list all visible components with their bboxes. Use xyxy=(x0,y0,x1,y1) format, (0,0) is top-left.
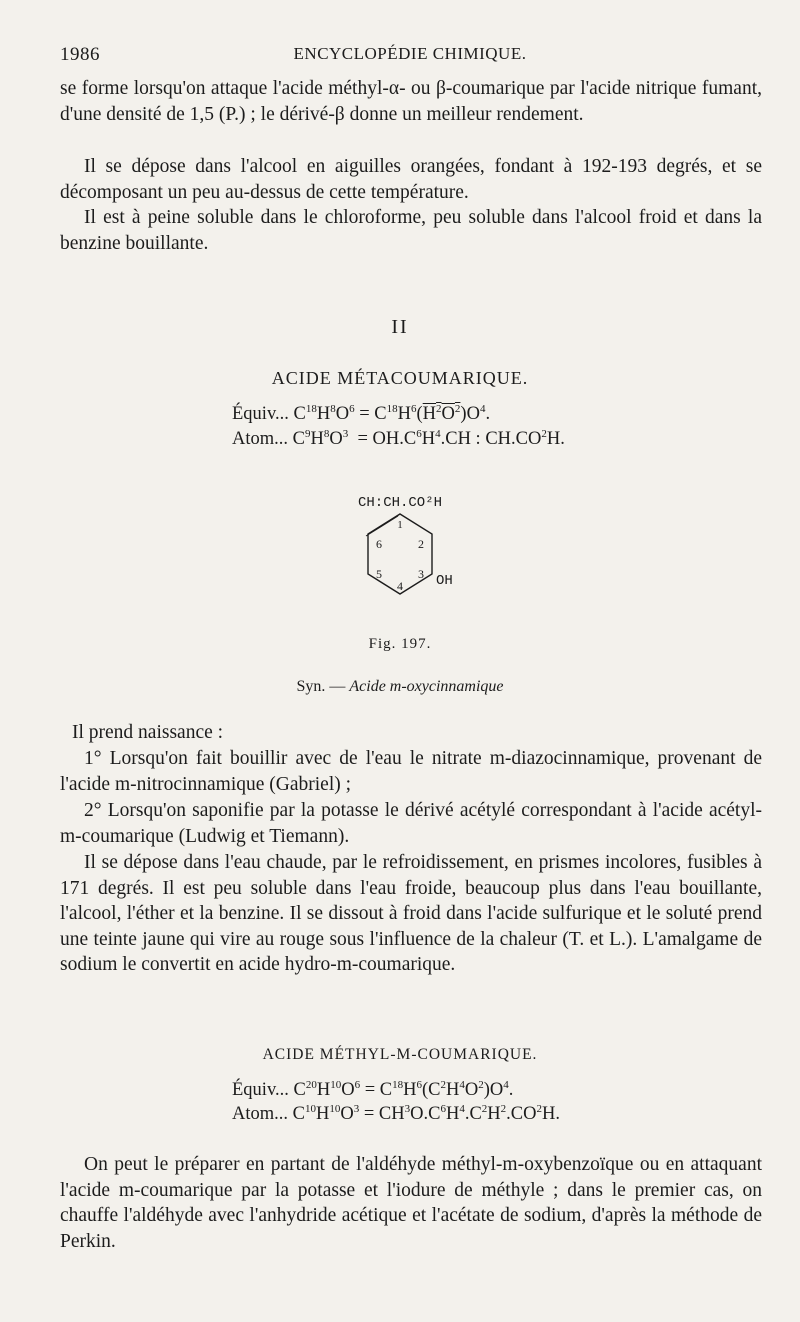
equiv-label: Équiv... xyxy=(232,404,289,424)
page-header xyxy=(60,44,760,70)
synonym-line: Syn. — Acide m-oxycinnamique xyxy=(296,678,504,695)
position-3: 3 xyxy=(418,567,424,581)
paragraph-method-2: 2° Lorsqu'on saponifie par la potasse le dérivé acétylé correspondant à l'acide acétyl-m-coumarique (Ludwig et Tiemann). xyxy=(60,800,762,847)
section2-equiv-label: Équiv... xyxy=(232,1080,289,1100)
position-1: 1 xyxy=(397,519,403,531)
figure-top-group: CH:CH.CO²H xyxy=(357,495,443,511)
section2-atom-label: Atom... xyxy=(232,1104,289,1124)
paragraph-solubility: Il est à peine soluble dans le chloroforme, peu soluble dans l'alcool froid et dans la benzine bouillante. xyxy=(60,207,762,254)
atom-label: Atom... xyxy=(232,429,289,449)
hexagon-double-bond xyxy=(366,516,398,536)
page-number: 1986 xyxy=(60,44,100,65)
running-title: ENCYCLOPÉDIE CHIMIQUE. xyxy=(293,44,527,63)
section2-atom-formula: Atom... $C^{10}H^{10}O^3 = CH^3O.C^6H^4.C^2H^2.CO^2H$. xyxy=(232,1103,560,1124)
position-2: 2 xyxy=(418,537,424,551)
section-title: ACIDE MÉTACOUMARIQUE. xyxy=(271,368,529,388)
paragraph-properties: Il se dépose dans l'eau chaude, par le refroidissement, en prismes incolores, fusibles à 171 degrés. Il est peu soluble dans l'eau froide, beaucoup plus dans l'eau bouillante, l'alcool, l'éther et la benzine. Il se dissout à froid dans l'acide sulfurique et le soluté prend une teinte jaune qui vire au rouge sous l'influence de la chaleur (T. et L.). L'amalgame de sodium le convertit en acide hydro-m-coumarique. xyxy=(60,852,762,975)
paragraph-method-1: 1° Lorsqu'on fait bouillir avec de l'eau le nitrate m-diazocinnamique, provenant de l'acide m-nitrocinnamique (Gabriel) ; xyxy=(60,748,762,795)
section2-title: ACIDE MÉTHYL-M-COUMARIQUE. xyxy=(262,1046,538,1063)
position-6: 6 xyxy=(376,537,382,551)
synonym-label: Syn. xyxy=(296,678,326,695)
position-5: 5 xyxy=(376,567,382,581)
synonym-text: Acide m-oxycinnamique xyxy=(349,678,504,695)
section2-equiv-formula: Équiv... $C^{20}H^{10}O^6 = C^{18}H^6(C^2H^4O^2)O^4$. xyxy=(232,1079,514,1100)
paragraph-preparation: On peut le préparer en partant de l'aldéhyde méthyl-m-oxybenzoïque ou en attaquant l'acide m-coumarique par la potasse et l'iodure de méthyle ; dans le premier cas, on chauffe l'aldéhyde avec l'anhydride acétique et l'acétate de sodium, d'après la méthode de Perkin. xyxy=(60,1154,762,1252)
atom-formula: Atom... $C^9H^8O^3 = OH.C^6H^4.CH$ : $CH.CO^2H$. xyxy=(232,428,565,449)
benzene-ring-figure xyxy=(300,486,500,616)
paragraph-continuation: se forme lorsqu'on attaque l'acide méthyl-α- ou β-coumarique par l'acide nitrique fumant, d'une densité de 1,5 (P.) ; le dérivé-β donne un meilleur rendement. xyxy=(60,78,762,125)
figure-caption: Fig. 197. xyxy=(368,636,432,652)
paragraph-alcohol: Il se dépose dans l'alcool en aiguilles orangées, fondant à 192-193 degrés, et se décomposant un peu au-dessus de cette température. xyxy=(60,156,762,203)
equiv-formula: Équiv... $C^{18}H^8O^6 = C^{18}H^6(H^2O^2)O^4$. xyxy=(232,403,491,424)
section-numeral: II xyxy=(391,316,409,338)
figure-side-group: OH xyxy=(436,573,453,589)
paragraph-origin: Il prend naissance : xyxy=(72,722,224,743)
position-4: 4 xyxy=(397,579,403,593)
